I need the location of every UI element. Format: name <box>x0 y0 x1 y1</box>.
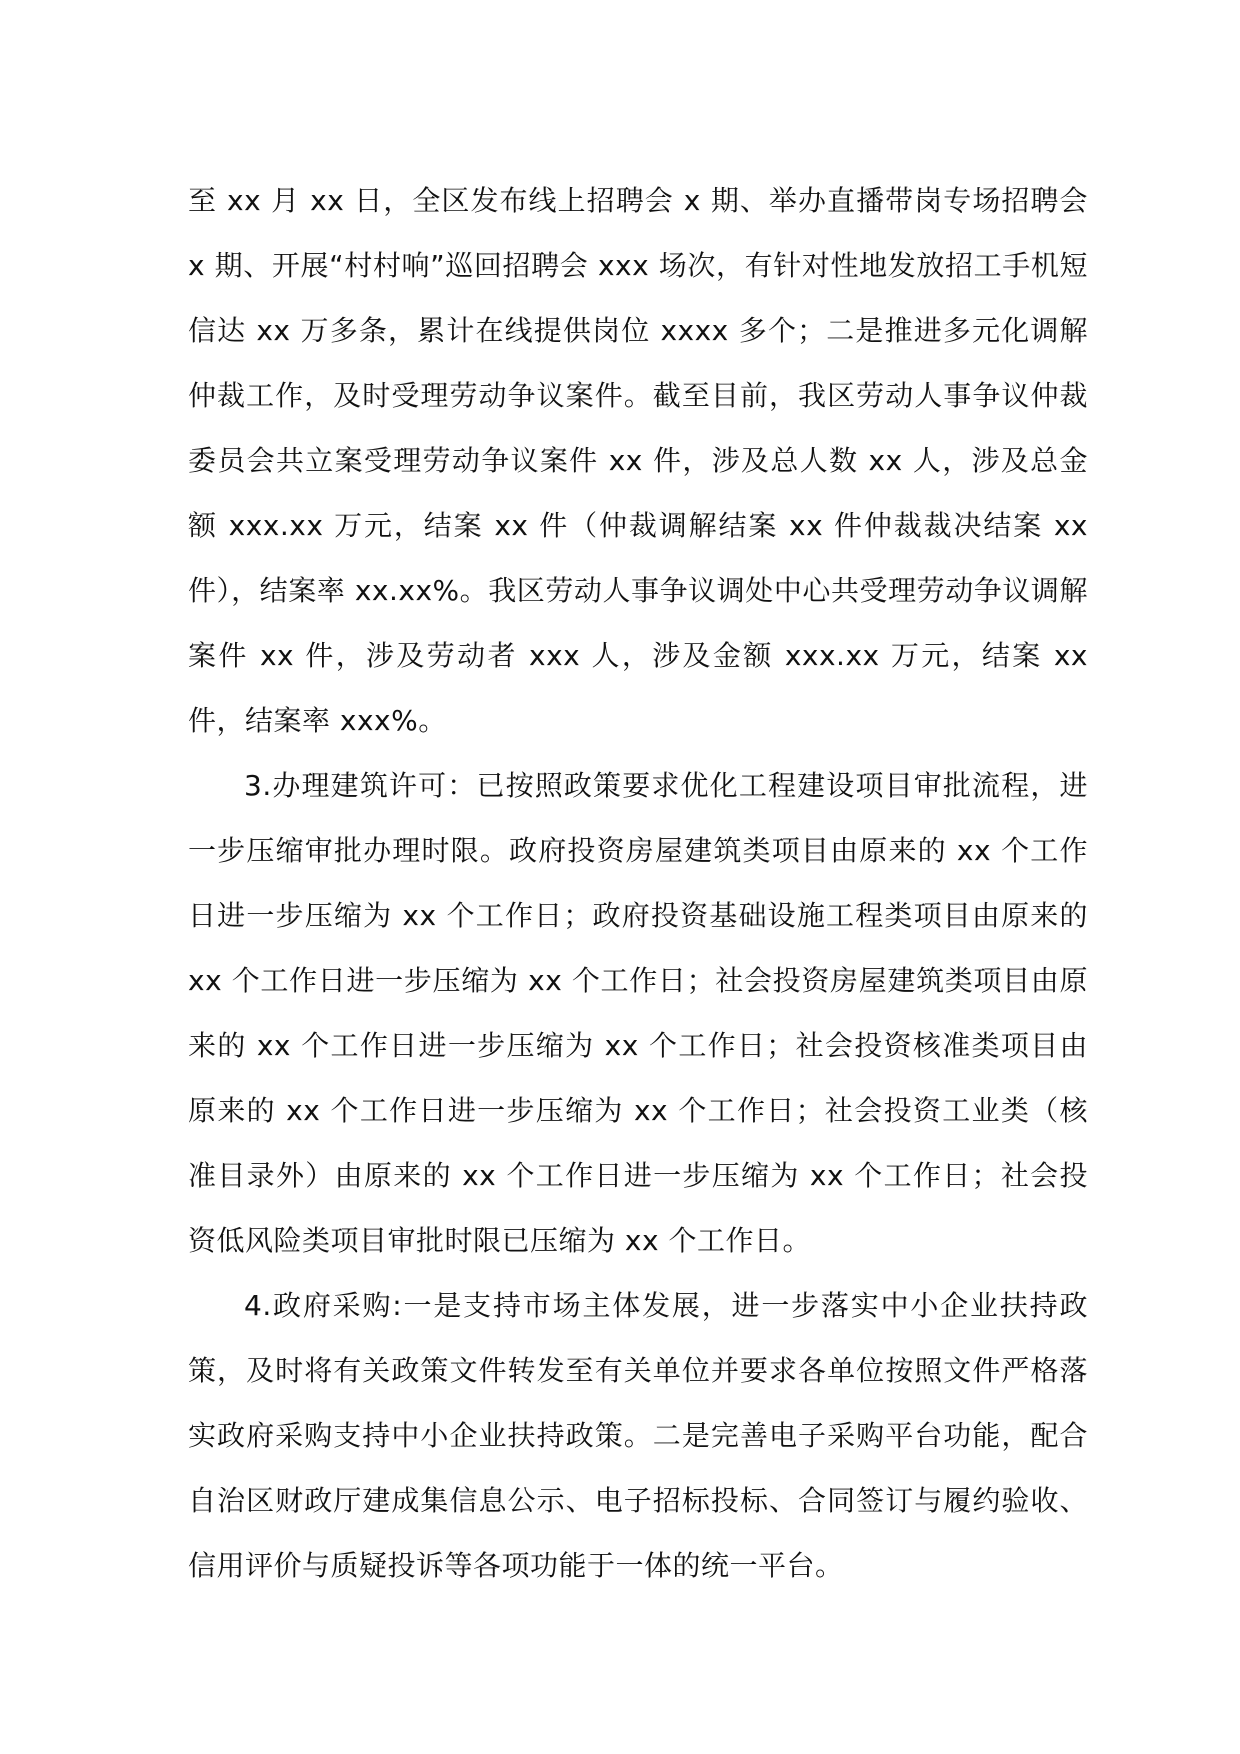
document-body <box>188 168 1088 1598</box>
paragraph-government-procurement: 4.政府采购:一是支持市场主体发展，进一步落实中小企业扶持政策，及时将有关政策文件转发至有关单位并要求各单位按照文件严格落实政府采购支持中小企业扶持政策。二是完善电子采购平台功能，配合自治区财政厅建成集信息公示、电子招标投标、合同签订与履约验收、信用评价与质疑投诉等各项功能于一体的统一平台。 <box>188 1289 1088 1582</box>
paragraph-employment-arbitration: 至 xx 月 xx 日，全区发布线上招聘会 x 期、举办直播带岗专场招聘会 x 期、开展“村村响”巡回招聘会 xxx 场次，有针对性地发放招工手机短信达 xx 万多条，累计在线提供岗位 xxxx 多个；二是推进多元化调解仲裁工作，及时受理劳动争议案件。截至目前，我区劳动人事争议仲裁委员会共立案受理劳动争议案件 xx 件，涉及总人数 xx 人，涉及总金额 xxx.xx 万元，结案 xx 件（仲裁调解结案 xx 件仲裁裁决结案 xx 件），结案率 xx.xx%。我区劳动人事争议调处中心共受理劳动争议调解案件 xx 件，涉及劳动者 xxx 人，涉及金额 xxx.xx 万元，结案 xx 件，结案率 xxx%。 <box>188 184 1088 737</box>
paragraph-construction-permit: 3.办理建筑许可：已按照政策要求优化工程建设项目审批流程，进一步压缩审批办理时限。政府投资房屋建筑类项目由原来的 xx 个工作日进一步压缩为 xx 个工作日；政府投资基础设施工程类项目由原来的 xx 个工作日进一步压缩为 xx 个工作日；社会投资房屋建筑类项目由原来的 xx 个工作日进一步压缩为 xx 个工作日；社会投资核准类项目由原来的 xx 个工作日进一步压缩为 xx 个工作日；社会投资工业类（核准目录外）由原来的 xx 个工作日进一步压缩为 xx 个工作日；社会投资低风险类项目审批时限已压缩为 xx 个工作日。 <box>188 769 1088 1257</box>
